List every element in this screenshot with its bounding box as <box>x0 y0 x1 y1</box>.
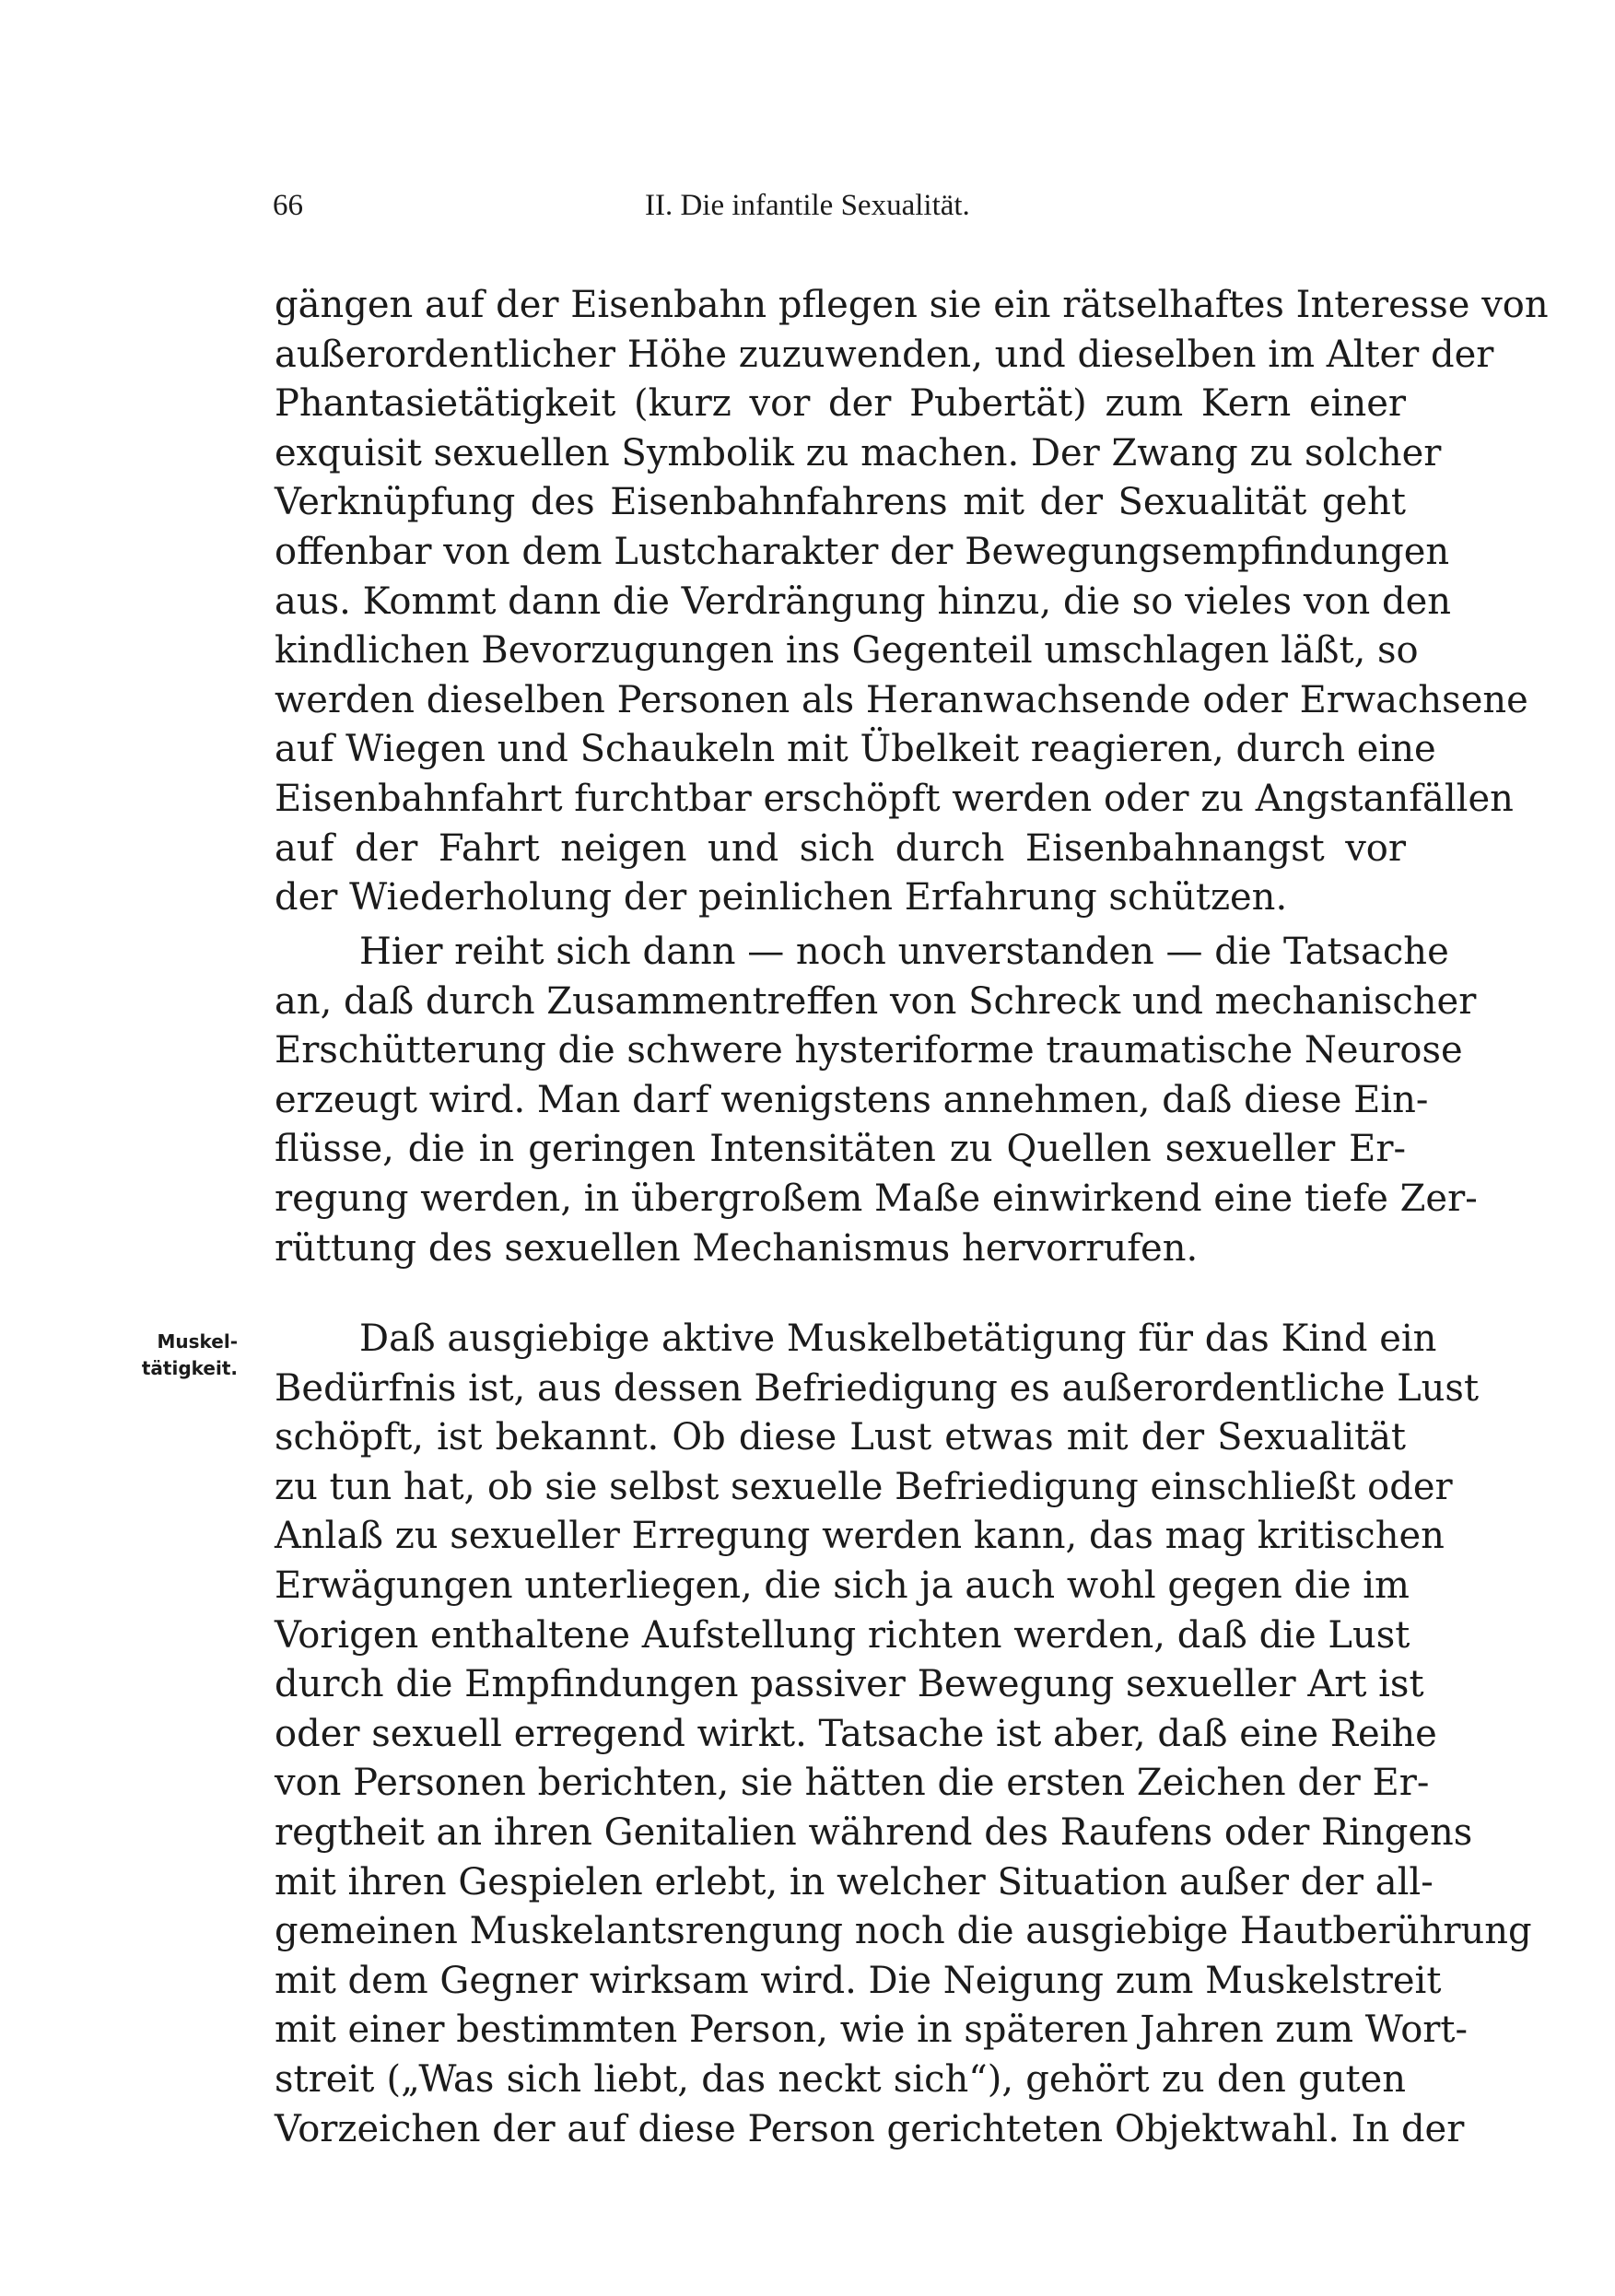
text-line: mit ihren Gespielen erlebt, in welcher Situation außer der all- <box>275 1860 1434 1904</box>
text-line: erzeugt wird. Man darf wenigstens annehmen, daß diese Ein- <box>275 1078 1429 1121</box>
margin-note <box>99 1329 238 1382</box>
text-line: regung werden, in übergroßem Maße einwirkend eine tiefe Zer- <box>275 1177 1478 1220</box>
text-line: gängen auf der Eisenbahn pflegen sie ein rätselhaftes Interesse von <box>275 284 1549 326</box>
text-line: an, daß durch Zusammentreffen von Schreck und mechanischer <box>275 979 1477 1023</box>
text-line: Anlaß zu sexueller Erregung werden kann, das mag kritischen <box>275 1515 1445 1558</box>
text-line: der Wiederholung der peinlichen Erfahrung schützen. <box>275 876 1288 920</box>
text-line: Phantasietätigkeit (kurz vor der Pubertät) zum Kern einer <box>275 382 1406 426</box>
page-number: 66 <box>273 189 303 222</box>
paragraph-3 <box>275 1315 1532 2154</box>
text-line: außerordentlicher Höhe zuzuwenden, und dieselben im Alter der <box>275 333 1494 376</box>
text-line: Daß ausgiebige aktive Muskelbetätigung für das Kind ein <box>359 1318 1437 1360</box>
text-line: durch die Empfindungen passiver Bewegung sexueller Art ist <box>275 1663 1424 1706</box>
text-line: gemeinen Muskelantsrengung noch die ausgiebige Hautberührung <box>275 1910 1532 1953</box>
text-line: oder sexuell erregend wirkt. Tatsache ist aber, daß eine Reihe <box>275 1712 1437 1755</box>
paragraph-1 <box>275 281 1549 923</box>
text-line: mit einer bestimmten Person, wie in späteren Jahren zum Wort- <box>275 2009 1468 2052</box>
text-line: auf der Fahrt neigen und sich durch Eisenbahnangst vor <box>275 826 1406 870</box>
text-line: Hier reiht sich dann — noch unverstanden — die Tatsache <box>359 931 1449 973</box>
text-line: Vorzeichen der auf diese Person gerichteten Objektwahl. In der <box>275 2107 1465 2150</box>
text-line: schöpft, ist bekannt. Ob diese Lust etwas mit der Sexualität <box>275 1416 1406 1459</box>
text-line: werden dieselben Personen als Heranwachsende oder Erwachsene <box>275 678 1528 721</box>
text-line: Erschütterung die schwere hysteriforme traumatische Neurose <box>275 1029 1463 1072</box>
text-line: von Personen berichten, sie hätten die ersten Zeichen der Er- <box>275 1762 1430 1805</box>
text-line: Verknüpfung des Eisenbahnfahrens mit der Sexualität geht <box>275 481 1406 524</box>
text-line: offenbar von dem Lustcharakter der Bewegungsempfindungen <box>275 530 1450 573</box>
paragraph-2 <box>275 928 1478 1273</box>
margin-note-line: Muskel- <box>157 1330 238 1353</box>
text-line: exquisit sexuellen Symbolik zu machen. Der Zwang zu solcher <box>275 431 1442 474</box>
margin-note-line: tätigkeit. <box>141 1357 238 1379</box>
text-line: auf Wiegen und Schaukeln mit Übelkeit reagieren, durch eine <box>275 728 1436 771</box>
text-line: aus. Kommt dann die Verdrängung hinzu, die so vieles von den <box>275 580 1452 623</box>
text-line: rüttung des sexuellen Mechanismus hervorrufen. <box>275 1226 1199 1270</box>
text-line: Vorigen enthaltene Aufstellung richten werden, daß die Lust <box>275 1613 1410 1657</box>
running-head: II. Die infantile Sexualität. <box>645 189 970 222</box>
text-line: Bedürfnis ist, aus dessen Befriedigung es außerordentliche Lust <box>275 1366 1480 1410</box>
text-line: kindlichen Bevorzugungen ins Gegenteil umschlagen läßt, so <box>275 629 1419 673</box>
text-line: Eisenbahnfahrt furchtbar erschöpft werden oder zu Angstanfällen <box>275 777 1514 820</box>
text-line: regtheit an ihren Genitalien während des Raufens oder Ringens <box>275 1810 1473 1854</box>
text-line: streit („Was sich liebt, das neckt sich“), gehört zu den guten <box>275 2057 1406 2101</box>
text-line: Erwägungen unterliegen, die sich ja auch wohl gegen die im <box>275 1564 1410 1607</box>
text-line: flüsse, die in geringen Intensitäten zu Quellen sexueller Er- <box>275 1128 1406 1171</box>
text-line: zu tun hat, ob sie selbst sexuelle Befriedigung einschließt oder <box>275 1465 1453 1508</box>
text-line: mit dem Gegner wirksam wird. Die Neigung zum Muskelstreit <box>275 1959 1442 2002</box>
